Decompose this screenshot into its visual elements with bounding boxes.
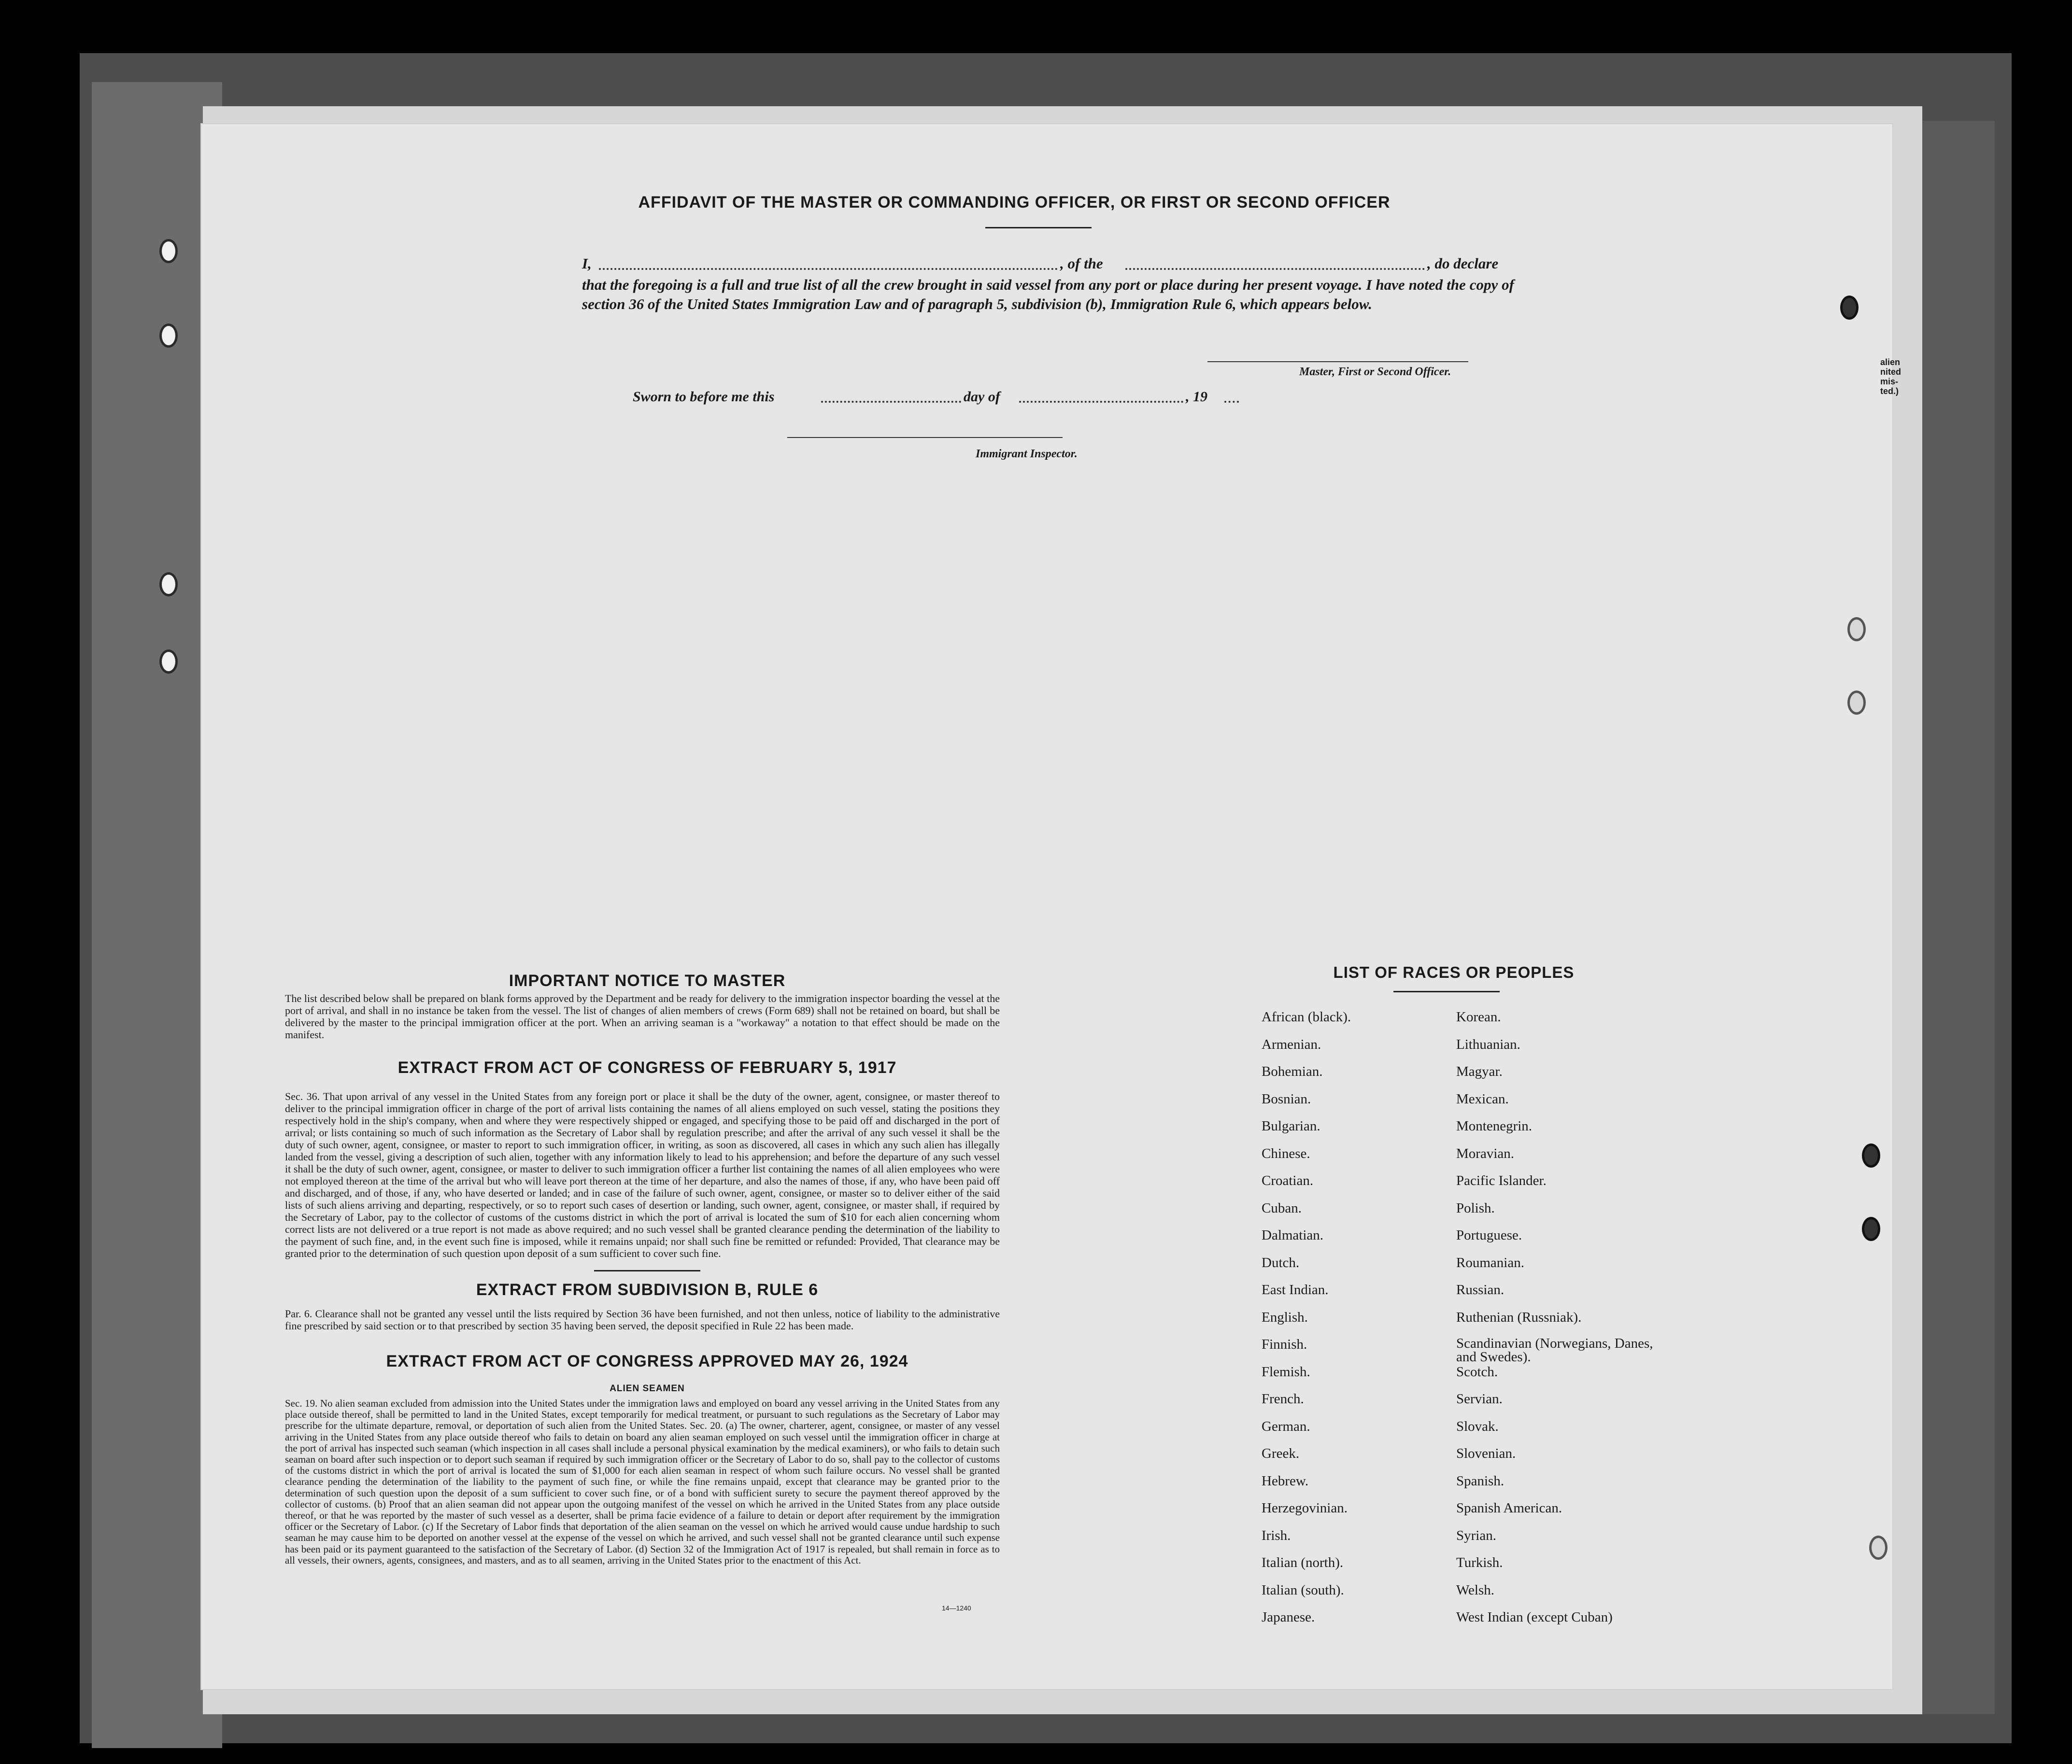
- sworn-label: Sworn to before me this: [633, 389, 775, 405]
- inspector-line: [787, 437, 1063, 438]
- notice-body: The list described below shall be prepared on blank forms approved by the Department and be ready for delivery to the immigration inspector boarding the vessel at the port of arrival, and shall in no instance be taken from the vessel. The list of changes of alien members of crews (Form 689) shall not be retained on board, but shall be delivered by the master to the principal immigration officer at the port. When an arriving seaman is a "workaway" a notation to that effect should be made on the manifest.: [285, 992, 1000, 1041]
- extract-1924-title: EXTRACT FROM ACT OF CONGRESS APPROVED MAY 26, 1924: [386, 1352, 908, 1370]
- race-item: Spanish American.: [1456, 1500, 1562, 1516]
- edge-fragment-line: nited: [1880, 367, 1901, 377]
- affidavit-body: that the foregoing is a full and true list of all the crew brought in said vessel from any port or place during her present voyage. I have noted the copy of section 36 of the United States Immigration Law and of paragraph 5, subdivision (b), Immigration Rule 6, which appears below.: [582, 276, 1514, 312]
- affidavit-i: I,: [582, 255, 592, 272]
- race-item: Montenegrin.: [1456, 1118, 1533, 1134]
- race-item: Scandinavian (Norwegians, Danes, and Swedes).: [1456, 1336, 1653, 1365]
- race-item: Bohemian.: [1262, 1064, 1323, 1079]
- race-item: English.: [1262, 1309, 1308, 1325]
- binder-hole: [1847, 691, 1866, 715]
- form-number: 14—1240: [942, 1604, 971, 1612]
- affidavit-title: AFFIDAVIT OF THE MASTER OR COMMANDING OFFICER, OR FIRST OR SECOND OFFICER: [638, 193, 1391, 212]
- race-item: Italian (north).: [1262, 1555, 1344, 1570]
- race-item: Syrian.: [1456, 1527, 1496, 1543]
- binder-hole: [159, 572, 178, 596]
- name-line: [599, 268, 1058, 270]
- edge-fragment-line: alien: [1880, 357, 1901, 367]
- race-item: Slovak.: [1456, 1418, 1499, 1434]
- binder-hole: [159, 239, 178, 263]
- race-item: Scotch.: [1456, 1364, 1498, 1380]
- race-item: Bosnian.: [1262, 1091, 1311, 1107]
- binder-hole: [1840, 296, 1859, 320]
- sworn-month-line: [1019, 401, 1183, 403]
- race-item: Flemish.: [1262, 1364, 1310, 1380]
- race-item: Cuban.: [1262, 1200, 1302, 1216]
- race-item: Mexican.: [1456, 1091, 1509, 1107]
- master-label: Master, First or Second Officer.: [1299, 366, 1451, 378]
- race-item: West Indian (except Cuban): [1456, 1609, 1613, 1625]
- affidavit-of: , of the: [1060, 255, 1103, 272]
- race-item: Croatian.: [1262, 1173, 1314, 1188]
- race-item: East Indian.: [1262, 1282, 1329, 1298]
- race-item: Armenian.: [1262, 1036, 1321, 1052]
- race-item: Herzegovinian.: [1262, 1500, 1348, 1516]
- race-item: Japanese.: [1262, 1609, 1315, 1625]
- extract-1917-title: EXTRACT FROM ACT OF CONGRESS OF FEBRUARY 5, 1917: [397, 1058, 897, 1077]
- race-item: Polish.: [1456, 1200, 1495, 1216]
- extract-1924-body: Sec. 19. No alien seaman excluded from admission into the United States under the immigration laws and employed on board any vessel arriving in the United States from any place outside thereof, shall be permitted to land in the United States, except temporarily for medical treatment, or pursuant to such regulations as the Secretary of Labor may prescribe for the ultimate departure, removal, or deportation of such alien from the United States. Sec. 20. (a) The owner, charterer, agent, consignee, or master of any vessel arriving in the United States from any place outside thereof who fails to detain on board any alien seaman employed on such vessel until the immigration officer in charge at the port of arrival has inspected such seaman (which inspection in all cases shall include a personal physical examination by the medical examiners), or who fails to detain such seaman on board after such inspection or to deport such seaman if required by such immigration officer or the Secretary of Labor to do so, shall pay to the collector of customs of the customs district in which the port of arrival is located the sum of $1,000 for each alien seaman in respect of whom such failure occurs. No vessel shall be granted clearance pending the determination of the liability to the payment of such fine, or while the fine remains unpaid, except that clearance may be granted prior to the determination of such question upon the deposit of a sum sufficient to cover such fine, or of a bond with sufficient surety to secure the payment thereof approved by the collector of customs. (b) Proof that an alien seaman did not appear upon the outgoing manifest of the vessel on which he arrived in the United States from any place outside thereof, or that he was reported by the master of such vessel as a deserter, shall be prima facie evidence of a failure to detain or deport after requirement by the immigration officer or the Secretary of Labor. (c) If the Secretary of Labor finds that deportation of the alien seaman on the vessel on which he arrived would cause undue hardship to such seaman he may cause him to be deported on another vessel at the expense of the vessel on which he arrived, and such vessel shall not be granted clearance until such expense has been paid or its payment guaranteed to the satisfaction of the Secretary of Labor. (d) Section 32 of the Immigration Act of 1917 is repealed, but shall remain in force as to all vessels, their owners, agents, consignees, and masters, and as to all seamen, arriving in the United States prior to the enactment of this Act.: [285, 1397, 1000, 1566]
- race-item: Korean.: [1456, 1009, 1501, 1025]
- binder-hole: [1869, 1536, 1888, 1560]
- race-item: Lithuanian.: [1456, 1036, 1520, 1052]
- race-item: French.: [1262, 1391, 1304, 1407]
- extract-rule6-title: EXTRACT FROM SUBDIVISION B, RULE 6: [476, 1281, 819, 1299]
- title-underline: [985, 227, 1092, 228]
- inspector-label: Immigrant Inspector.: [976, 448, 1078, 460]
- signature-line: [1207, 361, 1468, 362]
- race-item: Magyar.: [1456, 1064, 1503, 1079]
- race-item: Turkish.: [1456, 1555, 1503, 1570]
- binder-hole: [1862, 1217, 1880, 1241]
- race-item: Dutch.: [1262, 1255, 1300, 1270]
- binder-hole: [159, 649, 178, 674]
- races-title-underline: [1393, 991, 1500, 992]
- binder-hole: [1847, 617, 1866, 641]
- races-title: LIST OF RACES OR PEOPLES: [1333, 963, 1575, 981]
- race-item: Bulgarian.: [1262, 1118, 1320, 1134]
- race-item: Moravian.: [1456, 1145, 1514, 1161]
- year-line: [1224, 401, 1239, 403]
- race-item: Irish.: [1262, 1527, 1291, 1543]
- binder-hole: [1862, 1143, 1880, 1168]
- race-item: German.: [1262, 1418, 1310, 1434]
- race-item: Spanish.: [1456, 1473, 1504, 1489]
- section-divider: [594, 1270, 700, 1271]
- race-item: Welsh.: [1456, 1582, 1495, 1598]
- binder-hole: [159, 324, 178, 348]
- race-item: Chinese.: [1262, 1145, 1310, 1161]
- races-left-column: [1262, 1009, 1445, 1637]
- year-label: , 19: [1186, 389, 1207, 405]
- day-of-label: day of: [964, 389, 1000, 405]
- extract-1924-subtitle: ALIEN SEAMEN: [610, 1383, 685, 1394]
- race-item: Servian.: [1456, 1391, 1503, 1407]
- race-item: African (black).: [1262, 1009, 1351, 1025]
- race-item: Greek.: [1262, 1446, 1300, 1461]
- edge-fragment-line: ted.): [1880, 386, 1899, 396]
- extract-rule6-body: Par. 6. Clearance shall not be granted any vessel until the lists required by Section 36 have been furnished, and not then unless, notice of liability to the administrative fine prescribed by said section or to that prescribed by section 35 having been served, the deposit specified in Rule 22 has been made.: [285, 1308, 1000, 1332]
- vessel-line: [1125, 268, 1425, 270]
- race-item: Portuguese.: [1456, 1228, 1522, 1243]
- race-item: Slovenian.: [1456, 1446, 1516, 1461]
- race-item: Dalmatian.: [1262, 1228, 1324, 1243]
- races-right-column: [1456, 1009, 1659, 1637]
- back-sheet-right: [1922, 121, 1995, 1714]
- extract-1917-body: Sec. 36. That upon arrival of any vessel in the United States from any foreign port or place it shall be the duty of the owner, agent, consignee, or master thereof to deliver to the principal immigration officer in charge of the port of arrival lists containing the names of all aliens employed on such vessel, stating the positions they respectively hold in the ship's company, when and where they were respectively shipped or engaged, and specifying those to be paid off and discharged in the port of arrival; or lists containing so much of such information as the Secretary of Labor shall by regulation prescribe; and after the arrival of any such vessel it shall be the duty of such owner, agent, consignee, or master to report to such immigration officer, in writing, as soon as discovered, all cases in which any such alien has illegally landed from the vessel, giving a description of such alien, together with any information likely to lead to his apprehension; and before the departure of any such vessel it shall be the duty of such owner, agent, consignee, or master to deliver to such immigration officer a further list containing the names of all alien employees who were not employed thereon at the time of the arrival but who will leave port thereon at the time of her departure, and also the names of those, if any, who have been paid off and discharged, and of those, if any, who have deserted or landed; and in case of the failure of such owner, agent, consignee, or master so to deliver either of the said lists of such aliens arriving and departing, respectively, or so to report such cases of desertion or landing, such owner, agent, consignee, or master shall, if required by the Secretary of Labor, pay to the collector of customs of the customs district in which the port of arrival is located the sum of $10 for each alien concerning whom correct lists are not delivered or a true report is not made as above required; and no such vessel shall be granted clearance pending the determination of the liability to the payment of such fine, and, in the event such fine is imposed, while it remains unpaid; nor shall such fine be remitted or refunded: Provided, That clearance may be granted prior to the determination of such question upon deposit of a sum sufficient to cover such fine.: [285, 1090, 1000, 1259]
- edge-fragment-line: mis-: [1880, 377, 1899, 386]
- race-item: Ruthenian (Russniak).: [1456, 1309, 1582, 1325]
- race-item: Finnish.: [1262, 1337, 1307, 1352]
- edge-fragment-text: [1880, 357, 1901, 396]
- notice-title: IMPORTANT NOTICE TO MASTER: [509, 972, 786, 990]
- race-item: Roumanian.: [1456, 1255, 1524, 1270]
- race-item: Pacific Islander.: [1456, 1173, 1547, 1188]
- race-item: Russian.: [1456, 1282, 1504, 1298]
- sworn-day-line: [821, 401, 961, 403]
- race-item: Hebrew.: [1262, 1473, 1309, 1489]
- affidavit-declare: , do declare: [1427, 255, 1499, 272]
- race-item: Italian (south).: [1262, 1582, 1344, 1598]
